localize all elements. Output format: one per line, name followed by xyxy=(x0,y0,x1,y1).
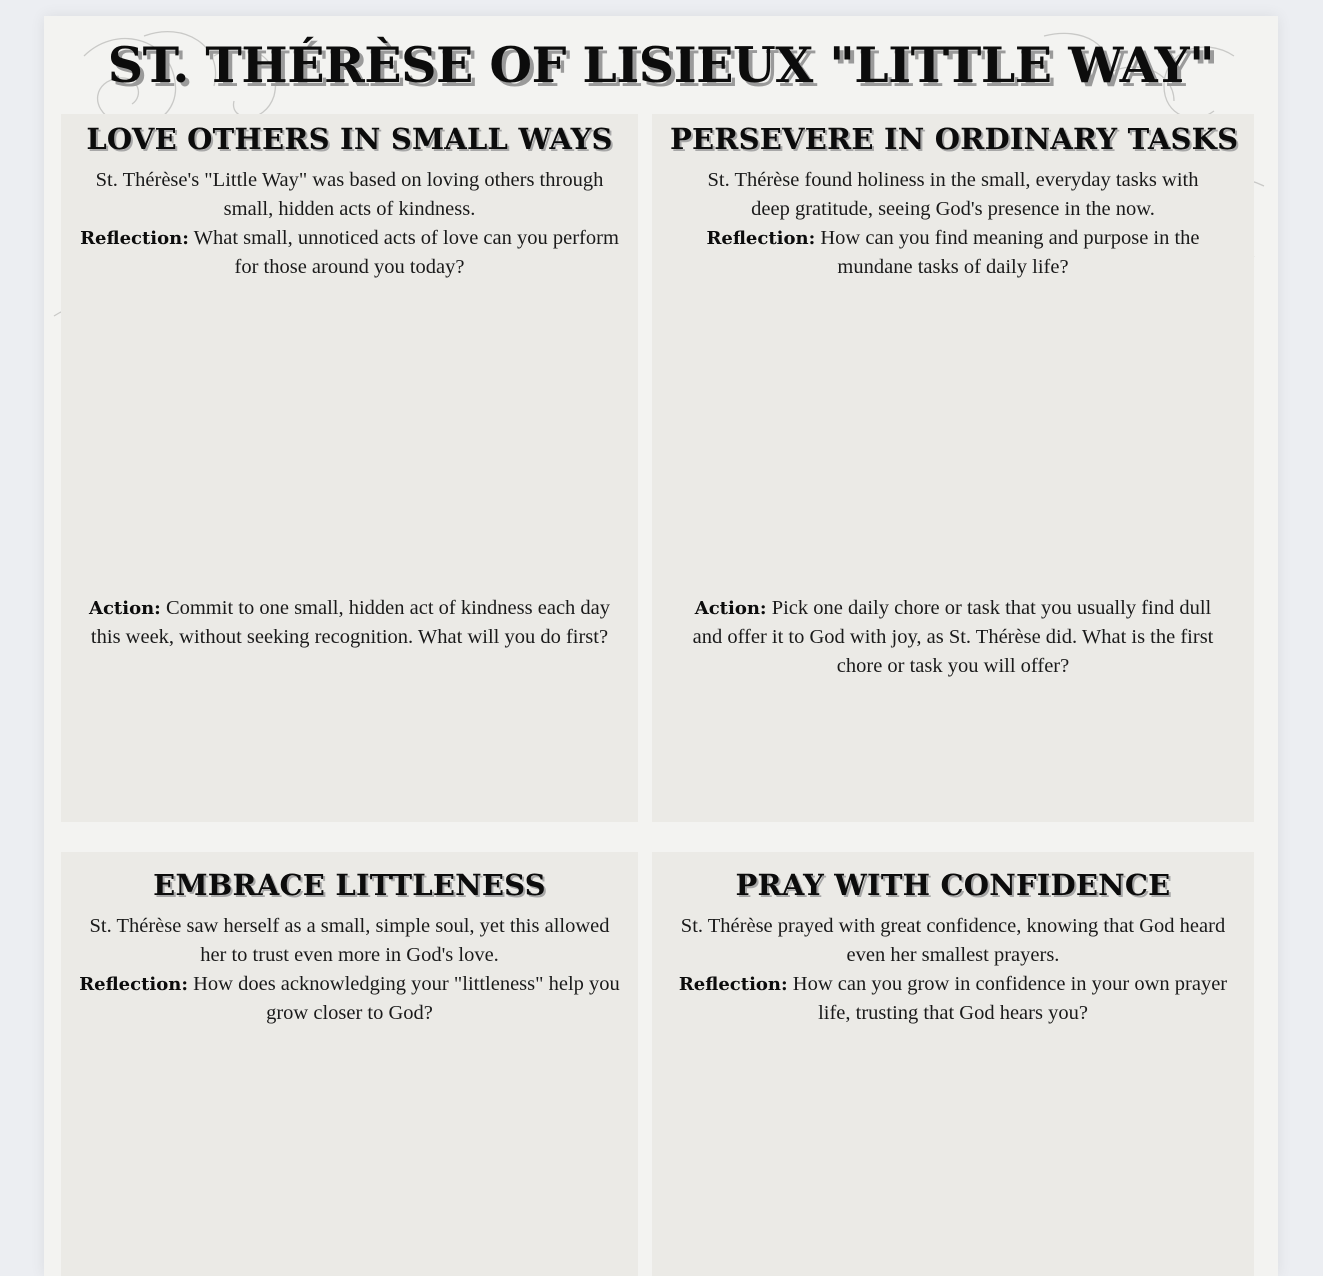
section-heading: EMBRACE LITTLENESS xyxy=(153,868,546,902)
reflection-prompt xyxy=(79,970,620,1028)
reflection-text: What small, unnoticed acts of love can you perform for those around you today? xyxy=(193,226,619,278)
action-text: Commit to one small, hidden act of kindness each day this week, without seeking recognition. What will you do first? xyxy=(90,597,611,648)
page-title: ST. THÉRÈSE OF LISIEUX "LITTLE WAY" xyxy=(107,36,1215,94)
reflection-label: Reflection: xyxy=(79,973,188,995)
reflection-prompt xyxy=(670,970,1236,1028)
action-prompt xyxy=(670,594,1236,681)
reflection-label: Reflection: xyxy=(678,973,788,995)
section-description: St. Thérèse prayed with great confidence, knowing that God heard even her smallest prayers. xyxy=(680,914,1226,966)
reflection-text: How can you find meaning and purpose in the mundane tasks of daily life? xyxy=(820,226,1200,278)
section-description: St. Thérèse found holiness in the small, everyday tasks with deep gratitude, seeing God's presence in the now. xyxy=(707,168,1199,220)
reflection-text: How can you grow in confidence in your own prayer life, trusting that God hears you? xyxy=(792,972,1228,1024)
reflection-text: How does acknowledging your "littleness" help you grow closer to God? xyxy=(193,972,620,1024)
reflection-prompt xyxy=(79,224,620,282)
section-love-others xyxy=(61,114,638,822)
section-persevere xyxy=(652,114,1254,822)
worksheet-page xyxy=(44,16,1278,1276)
reflection-prompt xyxy=(670,224,1236,282)
action-text: Pick one daily chore or task that you usually find dull and offer it to God with joy, as St. Thérèse did. What is the first chore or task you will offer? xyxy=(692,597,1214,677)
section-pray-confidence xyxy=(652,852,1254,1276)
section-description: St. Thérèse's "Little Way" was based on loving others through small, hidden acts of kindness. xyxy=(95,168,604,220)
section-heading: PERSEVERE IN ORDINARY TASKS xyxy=(670,122,1239,156)
reflection-label: Reflection: xyxy=(706,227,816,249)
action-prompt xyxy=(79,594,620,652)
action-label: Action: xyxy=(88,598,161,619)
section-description: St. Thérèse saw herself as a small, simple soul, yet this allowed her to trust even more in God's love. xyxy=(89,914,610,966)
section-heading: PRAY WITH CONFIDENCE xyxy=(735,868,1171,902)
action-label: Action: xyxy=(694,598,767,619)
section-embrace-littleness xyxy=(61,852,638,1276)
section-heading: LOVE OTHERS IN SMALL WAYS xyxy=(86,122,613,156)
reflection-label: Reflection: xyxy=(80,227,189,249)
